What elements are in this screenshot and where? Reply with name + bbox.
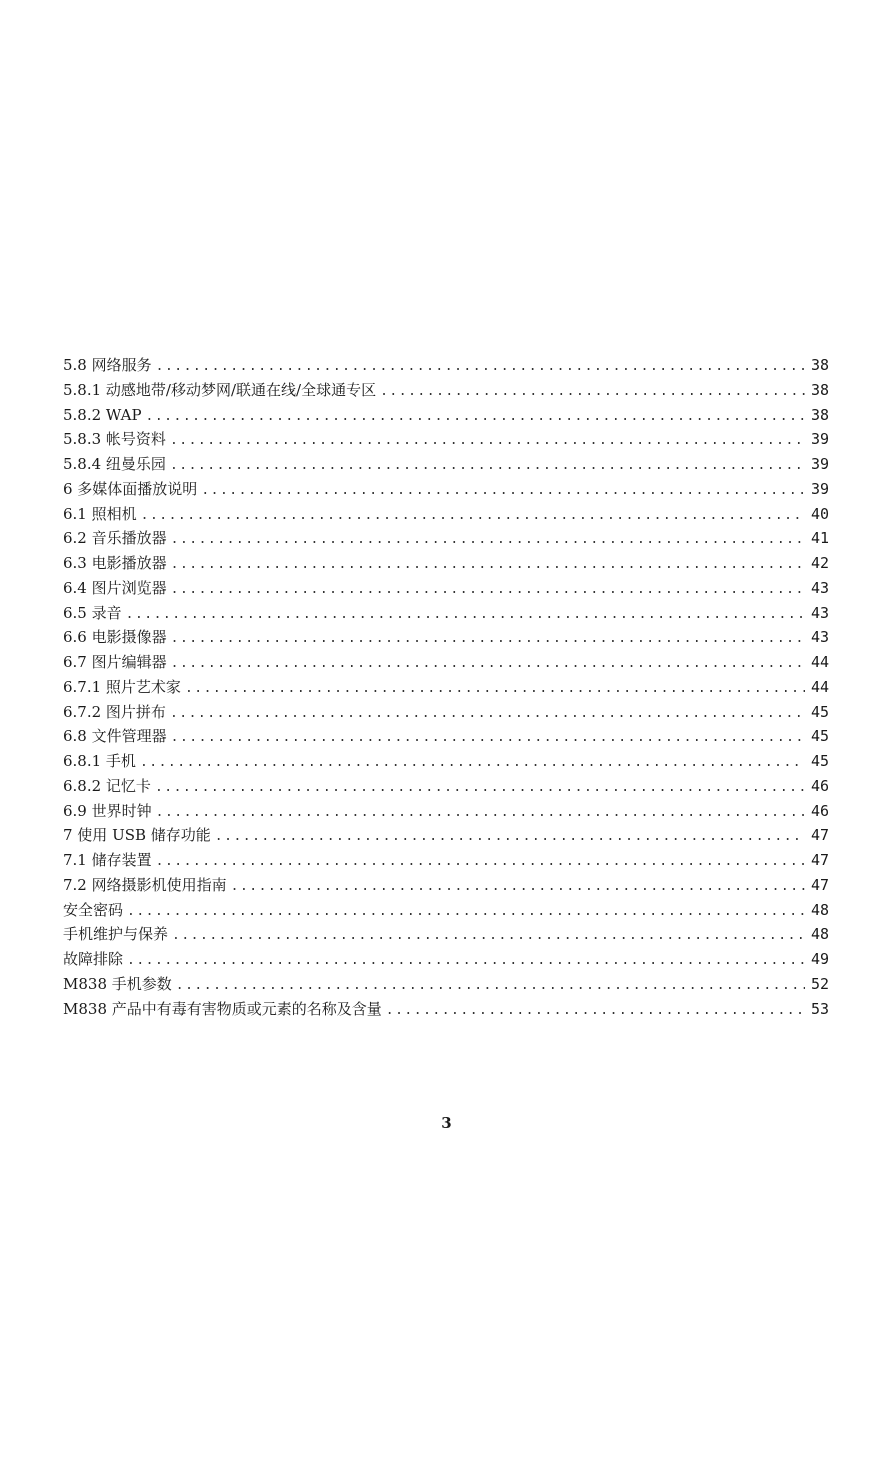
toc-entry-title: 6.8.2 记忆卡: [63, 776, 151, 795]
toc-leader-dots: [141, 504, 805, 529]
toc-leader-dots: [127, 949, 805, 974]
toc-entry-title: 6.8.1 手机: [63, 752, 136, 770]
toc-leader-dots: [170, 429, 805, 454]
toc-leader-dots: [176, 974, 805, 999]
toc-entry-title: 6.9 世界时钟: [63, 801, 152, 820]
toc-entry-title: 6 多媒体面播放说明: [63, 479, 198, 498]
toc-leader-dots: [126, 603, 805, 628]
toc-leader-dots: [171, 578, 805, 603]
toc-entry-page: 42: [810, 554, 829, 572]
toc-entry-page: 43: [810, 603, 829, 622]
toc-leader-dots: [171, 528, 805, 553]
toc-entry[interactable]: [63, 650, 829, 675]
toc-leader-dots: [185, 677, 805, 702]
toc-entry-page: 47: [810, 875, 829, 894]
toc-leader-dots: [170, 454, 805, 479]
toc-entry[interactable]: [63, 823, 829, 848]
toc-entry-page: 40: [810, 504, 829, 523]
toc-leader-dots: [231, 875, 805, 900]
toc-entry-page: 43: [810, 628, 829, 647]
toc-entry[interactable]: [63, 378, 829, 403]
toc-entry[interactable]: [63, 922, 829, 947]
toc-entry[interactable]: [63, 799, 829, 824]
toc-entry[interactable]: [63, 601, 829, 626]
toc-leader-dots: [155, 776, 805, 801]
toc-leader-dots: [156, 355, 805, 380]
toc-entry-title: 5.8.2 WAP: [63, 405, 142, 424]
toc-entry-page: 52: [810, 974, 829, 993]
toc-entry-page: 44: [810, 677, 829, 696]
toc-entry-page: 46: [810, 776, 829, 795]
toc-entry-title: M838 手机参数: [63, 974, 172, 993]
toc-entry-page: 49: [810, 950, 829, 968]
toc-entry-title: 手机维护与保养: [63, 925, 169, 944]
toc-entry-page: 41: [810, 529, 829, 548]
toc-entry-title: 5.8.4 纽曼乐园: [63, 455, 166, 473]
toc-leader-dots: [171, 553, 805, 578]
toc-entry[interactable]: [63, 947, 829, 972]
toc-entry-title: 6.7.1 照片艺术家: [63, 677, 181, 696]
toc-leader-dots: [172, 924, 805, 949]
toc-entry-title: 6.1 照相机: [63, 504, 137, 523]
toc-leader-dots: [127, 900, 805, 925]
toc-leader-dots: [156, 850, 805, 875]
toc-entry[interactable]: [63, 997, 829, 1022]
toc-entry-page: 48: [810, 900, 829, 919]
toc-entry-page: 46: [810, 801, 829, 820]
toc-entry-title: 6.4 图片浏览器: [63, 578, 167, 597]
toc-entry-title: 故障排除: [63, 950, 124, 968]
toc-leader-dots: [171, 627, 805, 652]
toc-entry-page: 38: [810, 356, 829, 374]
toc-entry-title: 7 使用 USB 储存功能: [63, 826, 211, 845]
page-number: 3: [441, 1114, 452, 1132]
toc-entry[interactable]: [63, 502, 829, 527]
toc-entry[interactable]: [63, 477, 829, 502]
toc-leader-dots: [380, 380, 805, 405]
toc-entry[interactable]: [63, 898, 829, 923]
toc-entry-title: 6.6 电影摄像器: [63, 628, 167, 647]
toc-entry[interactable]: [63, 452, 829, 477]
toc-entry[interactable]: [63, 427, 829, 452]
toc-entry-title: 7.1 储存装置: [63, 851, 152, 869]
toc-entry-page: 53: [810, 999, 829, 1018]
toc-entry[interactable]: [63, 526, 829, 551]
toc-entry[interactable]: [63, 700, 829, 725]
toc-entry[interactable]: [63, 403, 829, 428]
toc-entry[interactable]: [63, 972, 829, 997]
toc-leader-dots: [171, 726, 805, 751]
toc-entry-page: 47: [810, 826, 829, 845]
toc-entry[interactable]: [63, 724, 829, 749]
toc-entry-page: 39: [810, 479, 829, 498]
toc-entry-page: 45: [810, 702, 829, 721]
toc-entry-page: 39: [810, 430, 829, 449]
toc-entry-page: 44: [810, 653, 829, 671]
toc-entry-title: 6.7 图片编辑器: [63, 653, 167, 671]
toc-entry-title: M838 产品中有毒有害物质或元素的名称及含量: [63, 999, 382, 1018]
toc-leader-dots: [170, 702, 805, 727]
toc-entry-page: 39: [810, 455, 829, 473]
toc-entry-title: 6.8 文件管理器: [63, 727, 167, 746]
toc-leader-dots: [201, 479, 805, 504]
toc-entry-title: 6.3 电影播放器: [63, 554, 167, 572]
toc-entry[interactable]: [63, 625, 829, 650]
toc-entry[interactable]: [63, 749, 829, 774]
toc-leader-dots: [171, 652, 805, 677]
toc-entry-page: 38: [810, 405, 829, 424]
toc-entry-title: 6.5 录音: [63, 603, 122, 622]
toc-entry-page: 45: [810, 752, 829, 770]
toc-leader-dots: [215, 825, 805, 850]
table-of-contents: [63, 353, 829, 1021]
toc-leader-dots: [386, 999, 805, 1024]
toc-entry-page: 48: [810, 925, 829, 944]
toc-entry-page: 38: [810, 380, 829, 399]
toc-entry-title: 7.2 网络摄影机使用指南: [63, 875, 227, 894]
toc-entry-title: 5.8.1 动感地带/移动梦网/联通在线/全球通专区: [63, 380, 377, 399]
toc-entry[interactable]: [63, 675, 829, 700]
toc-entry-title: 6.2 音乐播放器: [63, 529, 167, 548]
toc-entry-page: 47: [810, 851, 829, 869]
toc-leader-dots: [140, 751, 805, 776]
toc-entry-title: 安全密码: [63, 900, 124, 919]
toc-entry[interactable]: [63, 848, 829, 873]
toc-entry-title: 6.7.2 图片拼布: [63, 702, 166, 721]
toc-entry[interactable]: [63, 576, 829, 601]
toc-entry[interactable]: [63, 353, 829, 378]
toc-leader-dots: [156, 801, 805, 826]
toc-entry[interactable]: [63, 551, 829, 576]
toc-entry-title: 5.8 网络服务: [63, 356, 152, 374]
toc-entry[interactable]: [63, 774, 829, 799]
toc-leader-dots: [146, 405, 805, 430]
toc-entry-title: 5.8.3 帐号资料: [63, 430, 166, 449]
toc-entry-page: 43: [810, 578, 829, 597]
toc-entry[interactable]: [63, 873, 829, 898]
toc-entry-page: 45: [810, 727, 829, 746]
